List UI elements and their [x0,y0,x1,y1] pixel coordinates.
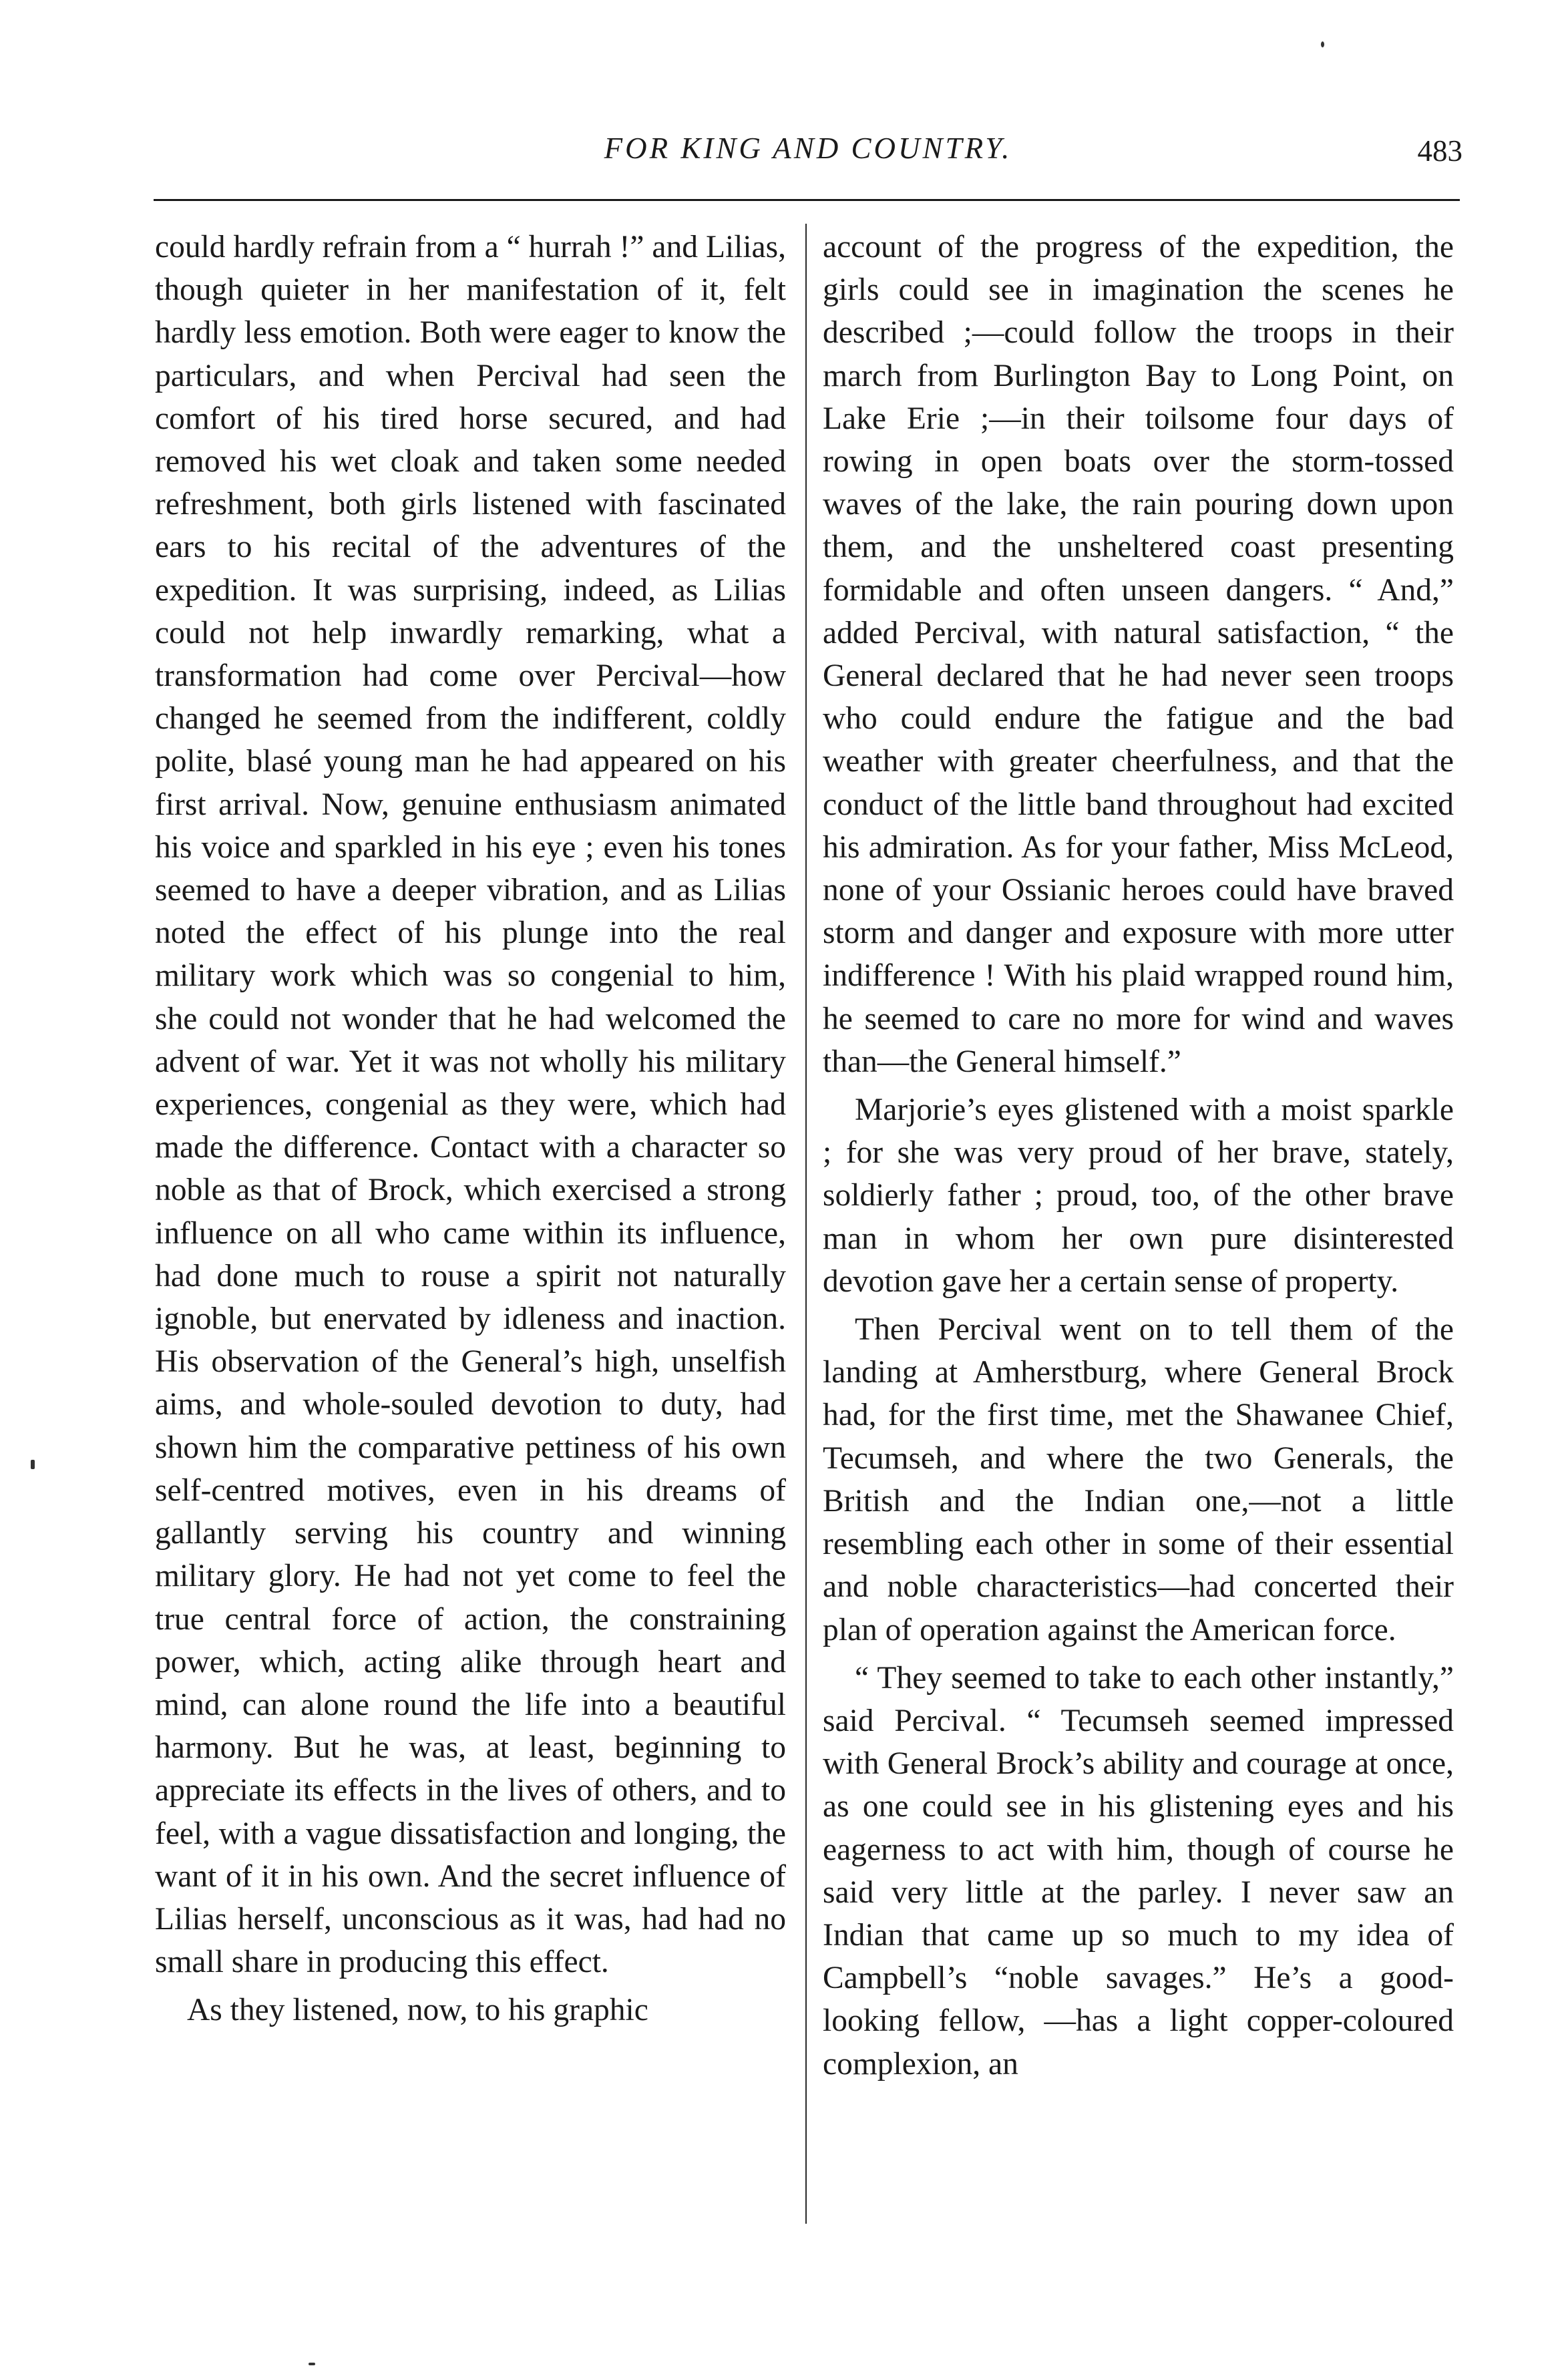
ink-speck [309,2363,315,2365]
left-column [155,226,786,2032]
paragraph: Marjorie’s eyes glistened with a moist sparkle ; for she was very proud of her brave, stately, soldierly father ; proud, too, of the other brave man in whom her own pure disinterested devotion gave her a certain sense of property. [823,1093,1454,1299]
column-divider [805,224,807,2224]
ink-speck [1321,41,1324,47]
running-title: FOR KING AND COUNTRY. [604,132,1012,165]
paragraph: account of the progress of the expedition, the girls could see in imagination the scenes he described ;—could follow the troops in their march from Burlington Bay to Long Point, on Lake Erie ;—in their toilsome four days of rowing in open boats over the storm-tossed waves of the lake, the rain pouring down upon them, and the unsheltered coast presenting formidable and often unseen dangers. “ And,” added Percival, with natural satisfaction, “ the General declared that he had never seen troops who could endure the fatigue and the bad weather with greater cheerfulness, and that the conduct of the little band throughout had excited his admiration. As for your father, Miss McLeod, none of your Ossianic heroes could have braved storm and danger and exposure with more utter indifference ! With his plaid wrapped round him, he seemed to care no more for wind and waves than—the General himself.” [823,230,1454,1079]
paragraph: Then Percival went on to tell them of the landing at Amherstburg, where General Brock had, for the first time, met the Shawanee Chief, Tecumseh, and where the two Generals, the British and the Indian one,—not a little resembling each other in some of their essential and noble characteristics—had concerted their plan of operation against the American force. [823,1312,1454,1647]
paragraph: As they listened, now, to his graphic [187,1993,648,2028]
header-rule [154,199,1460,201]
ink-speck [31,1460,35,1469]
running-head [154,131,1462,178]
right-column [823,226,1454,2086]
paragraph: “ They seemed to take to each other instantly,” said Percival. “ Tecumseh seemed impressed with General Brock’s ability and courage at once, as one could see in his glistening eyes and his eagerness to act with him, though of course he said very little at the parley. I never saw an Indian that came up so much to my idea of Campbell’s “noble savages.” He’s a good-looking fellow, —has a light copper-coloured complexion, an [823,1660,1454,2081]
page-number: 483 [1417,134,1462,168]
paragraph: could hardly refrain from a “ hurrah !” and Lilias, though quieter in her manifestation of it, felt hardly less emotion. Both were eager to know the particulars, and when Percival had seen the comfort of his tired horse secured, and had removed his wet cloak and taken some needed refreshment, both girls listened with fascinated ears to his recital of the adventures of the expedition. It was surprising, indeed, as Lilias could not help inwardly remarking, what a transformation had come over Percival—how changed he seemed from the indifferent, coldly polite, blasé young man he had appeared on his first arrival. Now, genuine enthusiasm animated his voice and sparkled in his eye ; even his tones seemed to have a deeper vibration, and as Lilias noted the effect of his plunge into the real military work which was so congenial to him, she could not wonder that he had welcomed the advent of war. Yet it was not wholly his military experiences, congenial as they were, which had made the difference. Contact with a character so noble as that of Brock, which exercised a strong influence on all who came within its influence, had done much to rouse a spirit not naturally ignoble, but enervated by idleness and inaction. His observation of the General’s high, unselfish aims, and whole-souled devotion to duty, had shown him the comparative pettiness of his own self-centred motives, even in his dreams of gallantly serving his country and winning military glory. He had not yet come to feel the true central force of action, the constraining power, which, acting alike through heart and mind, can alone round the life into a beautiful harmony. But he was, at least, beginning to appreciate its effects in the lives of others, and to feel, with a vague dissatisfaction and longing, the want of it in his own. And the secret influence of Lilias herself, unconscious as it was, had had no small share in producing this effect. [155,230,786,1980]
